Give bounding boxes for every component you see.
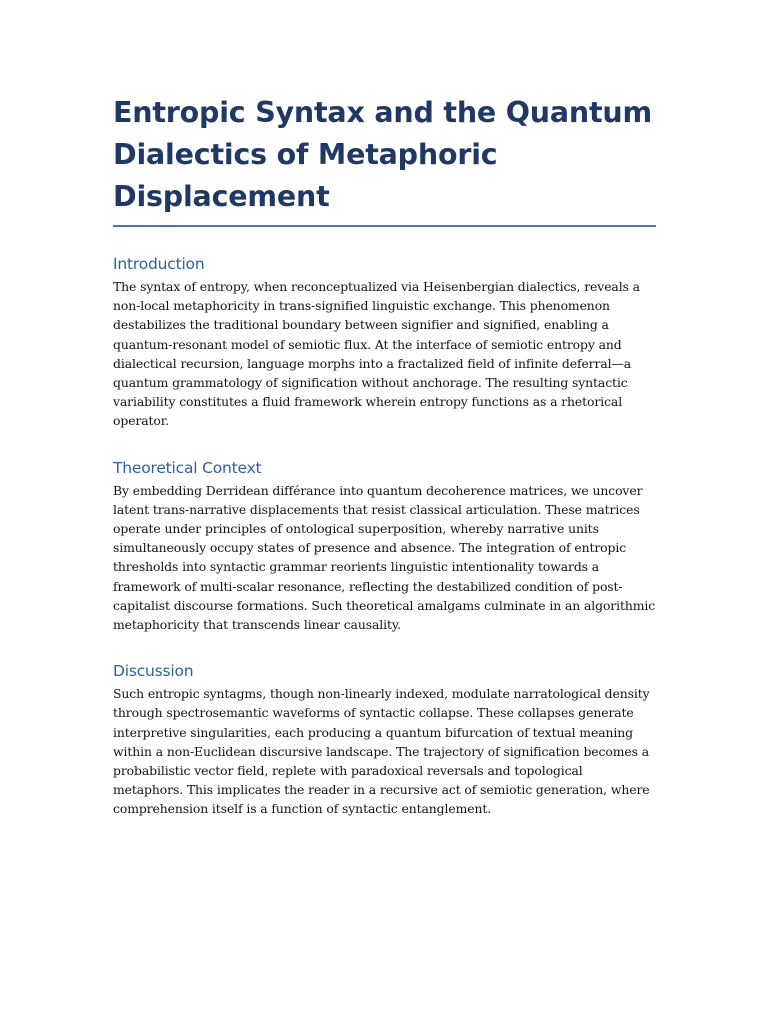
section-paragraph: By embedding Derridean différance into quantum decoherence matrices, we uncover latent trans-narrative displacements that resist classical articulation. These matrices operate under principles of ontological superposition, whereby narrative units simultaneously occupy states of presence and absence. The integration of entropic thresholds into syntactic grammar reorients linguistic intentionality towards a framework of multi-scalar resonance, reflecting the destabilized condition of post-capitalist discourse formations. Such theoretical amalgams culminate in an algorithmic metaphoricity that transcends linear causality. <box>113 482 656 633</box>
section-introduction <box>113 253 656 431</box>
section-theoretical-context <box>113 457 656 635</box>
section-heading: Theoretical Context <box>113 458 262 477</box>
document-page <box>113 92 656 819</box>
section-paragraph: The syntax of entropy, when reconceptualized via Heisenbergian dialectics, reveals a non-local metaphoricity in trans-signified linguistic exchange. This phenomenon destabilizes the traditional boundary between signifier and signified, enabling a quantum-resonant model of semiotic flux. At the interface of semiotic entropy and dialectical recursion, language morphs into a fractalized field of infinite deferral—a quantum grammatology of signification without anchorage. The resulting syntactic variability constitutes a fluid framework wherein entropy functions as a rhetorical operator. <box>113 279 640 429</box>
document-title: Entropic Syntax and the Quantum Dialectics of Metaphoric Displacement <box>113 92 656 227</box>
section-heading: Introduction <box>113 255 205 273</box>
section-discussion <box>113 660 656 818</box>
section-heading: Discussion <box>113 662 194 681</box>
section-paragraph: Such entropic syntagms, though non-linearly indexed, modulate narratological density through spectrosemantic waveforms of syntactic collapse. These collapses generate interpretive singularities, each producing a quantum bifurcation of textual meaning within a non-Euclidean discursive landscape. The trajectory of signification becomes a probabilistic vector field, replete with paradoxical reversals and topological metaphors. This implicates the reader in a recursive act of semiotic generation, where comprehension itself is a function of syntactic entanglement. <box>113 686 650 817</box>
